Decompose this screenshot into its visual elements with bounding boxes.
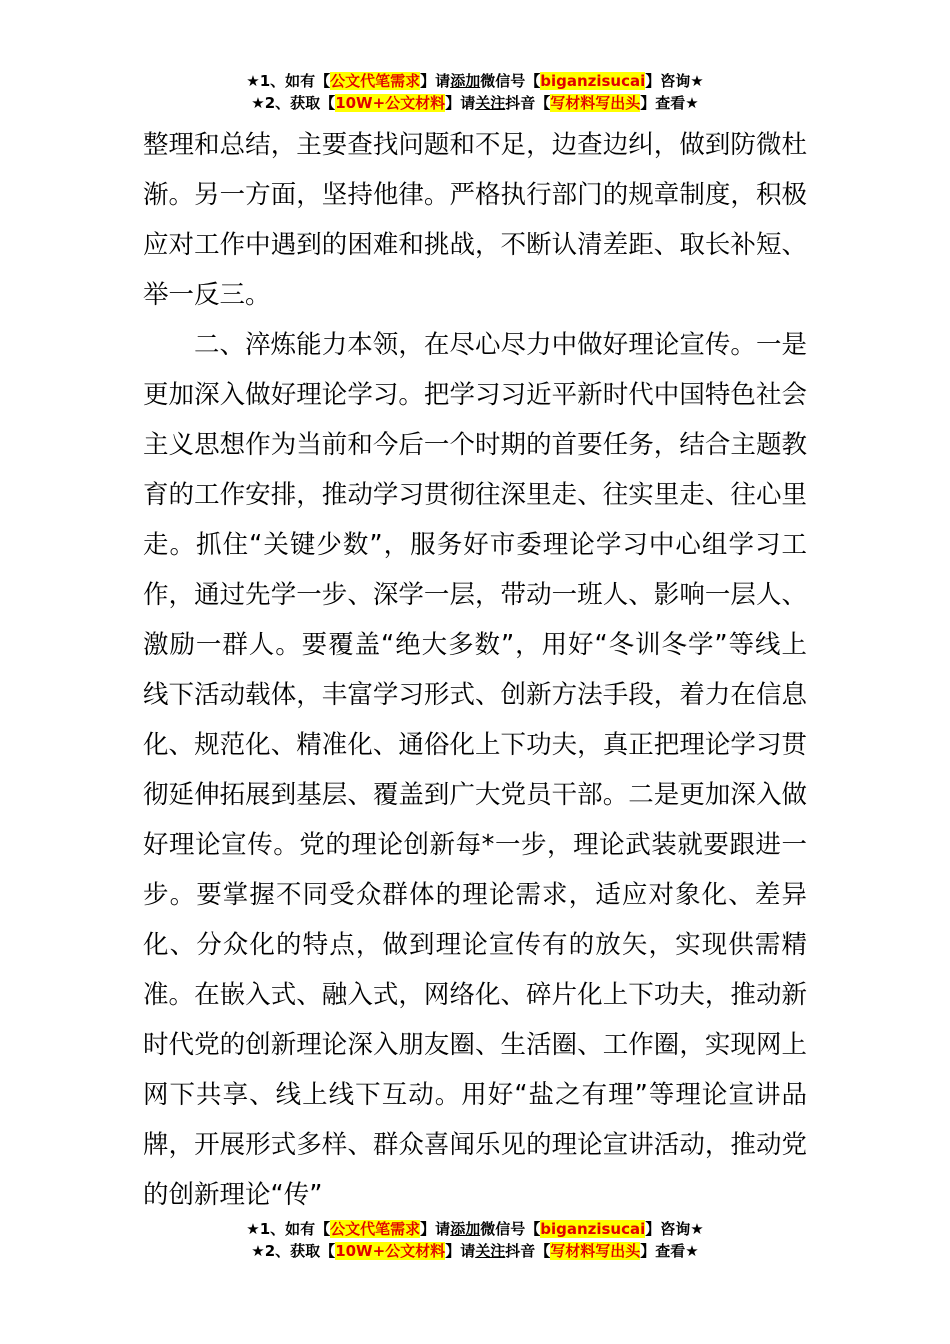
- promo-text: 】咨询★: [645, 1220, 704, 1238]
- promo-line-1: [0, 1218, 950, 1240]
- promo-line-1: [0, 70, 950, 92]
- promo-text: 】请: [445, 94, 476, 112]
- promo-underline: 关注: [475, 94, 506, 112]
- promo-text: ★1、如有【: [246, 1220, 331, 1238]
- promo-text: ★2、获取【: [251, 1242, 336, 1260]
- promo-highlight: 公文代笔需求: [330, 1220, 421, 1238]
- promo-highlight: 10W+公文材料: [335, 1242, 446, 1260]
- paragraph-continuation: 整理和总结，主要查找问题和不足，边查边纠，做到防微杜渐。另一方面，坚持他律。严格执行部门的规章制度，积极应对工作中遇到的困难和挑战，不断认清差距、取长补短、举一反三。: [143, 130, 807, 310]
- promo-line-2: [0, 92, 950, 114]
- promo-text: ★2、获取【: [251, 94, 336, 112]
- promo-text: 】请: [420, 1220, 451, 1238]
- promo-underline: 添加: [450, 72, 481, 90]
- promo-text: 】咨询★: [645, 72, 704, 90]
- promo-highlight: 写材料写出头: [550, 94, 641, 112]
- promo-underline: 添加: [450, 1220, 481, 1238]
- promo-text: 】请: [420, 72, 451, 90]
- promo-highlight: 公文代笔需求: [330, 72, 421, 90]
- promo-highlight: 10W+公文材料: [335, 94, 446, 112]
- promo-text: 】查看★: [640, 94, 699, 112]
- promo-line-2: [0, 1240, 950, 1262]
- promo-text: 】查看★: [640, 1242, 699, 1260]
- document-body: [143, 120, 807, 1220]
- promo-text: 微信号【: [480, 1220, 541, 1238]
- promo-text: 微信号【: [480, 72, 541, 90]
- promo-banner-bottom: [0, 1218, 950, 1262]
- paragraph-section-two: 二、淬炼能力本领，在尽心尽力中做好理论宣传。一是更加深入做好理论学习。把学习习近平新时代中国特色社会主义思想作为当前和今后一个时期的首要任务，结合主题教育的工作安排，推动学习贯彻往深里走、往实里走、往心里走。抓住“关键少数”，服务好市委理论学习中心组学习工作，通过先学一步、深学一层，带动一班人、影响一层人、激励一群人。要覆盖“绝大多数”，用好“冬训冬学”等线上线下活动载体，丰富学习形式、创新方法手段，着力在信息化、规范化、精准化、通俗化上下功夫，真正把理论学习贯彻延伸拓展到基层、覆盖到广大党员干部。二是更加深入做好理论宣传。党的理论创新每*一步，理论武装就要跟进一步。要掌握不同受众群体的理论需求，适应对象化、差异化、分众化的特点，做到理论宣传有的放矢，实现供需精准。在嵌入式、融入式，网络化、碎片化上下功夫，推动新时代党的创新理论深入朋友圈、生活圈、工作圈，实现网上网下共享、线上线下互动。用好“盐之有理”等理论宣讲品牌，开展形式多样、群众喜闻乐见的理论宣讲活动，推动党的创新理论“传”: [143, 330, 807, 1210]
- promo-highlight: biganzisucai: [540, 72, 646, 90]
- promo-highlight: biganzisucai: [540, 1220, 646, 1238]
- promo-underline: 关注: [475, 1242, 506, 1260]
- promo-highlight: 写材料写出头: [550, 1242, 641, 1260]
- promo-text: ★1、如有【: [246, 72, 331, 90]
- promo-text: 】请: [445, 1242, 476, 1260]
- promo-banner-top: [0, 70, 950, 114]
- promo-text: 抖音【: [505, 94, 551, 112]
- promo-text: 抖音【: [505, 1242, 551, 1260]
